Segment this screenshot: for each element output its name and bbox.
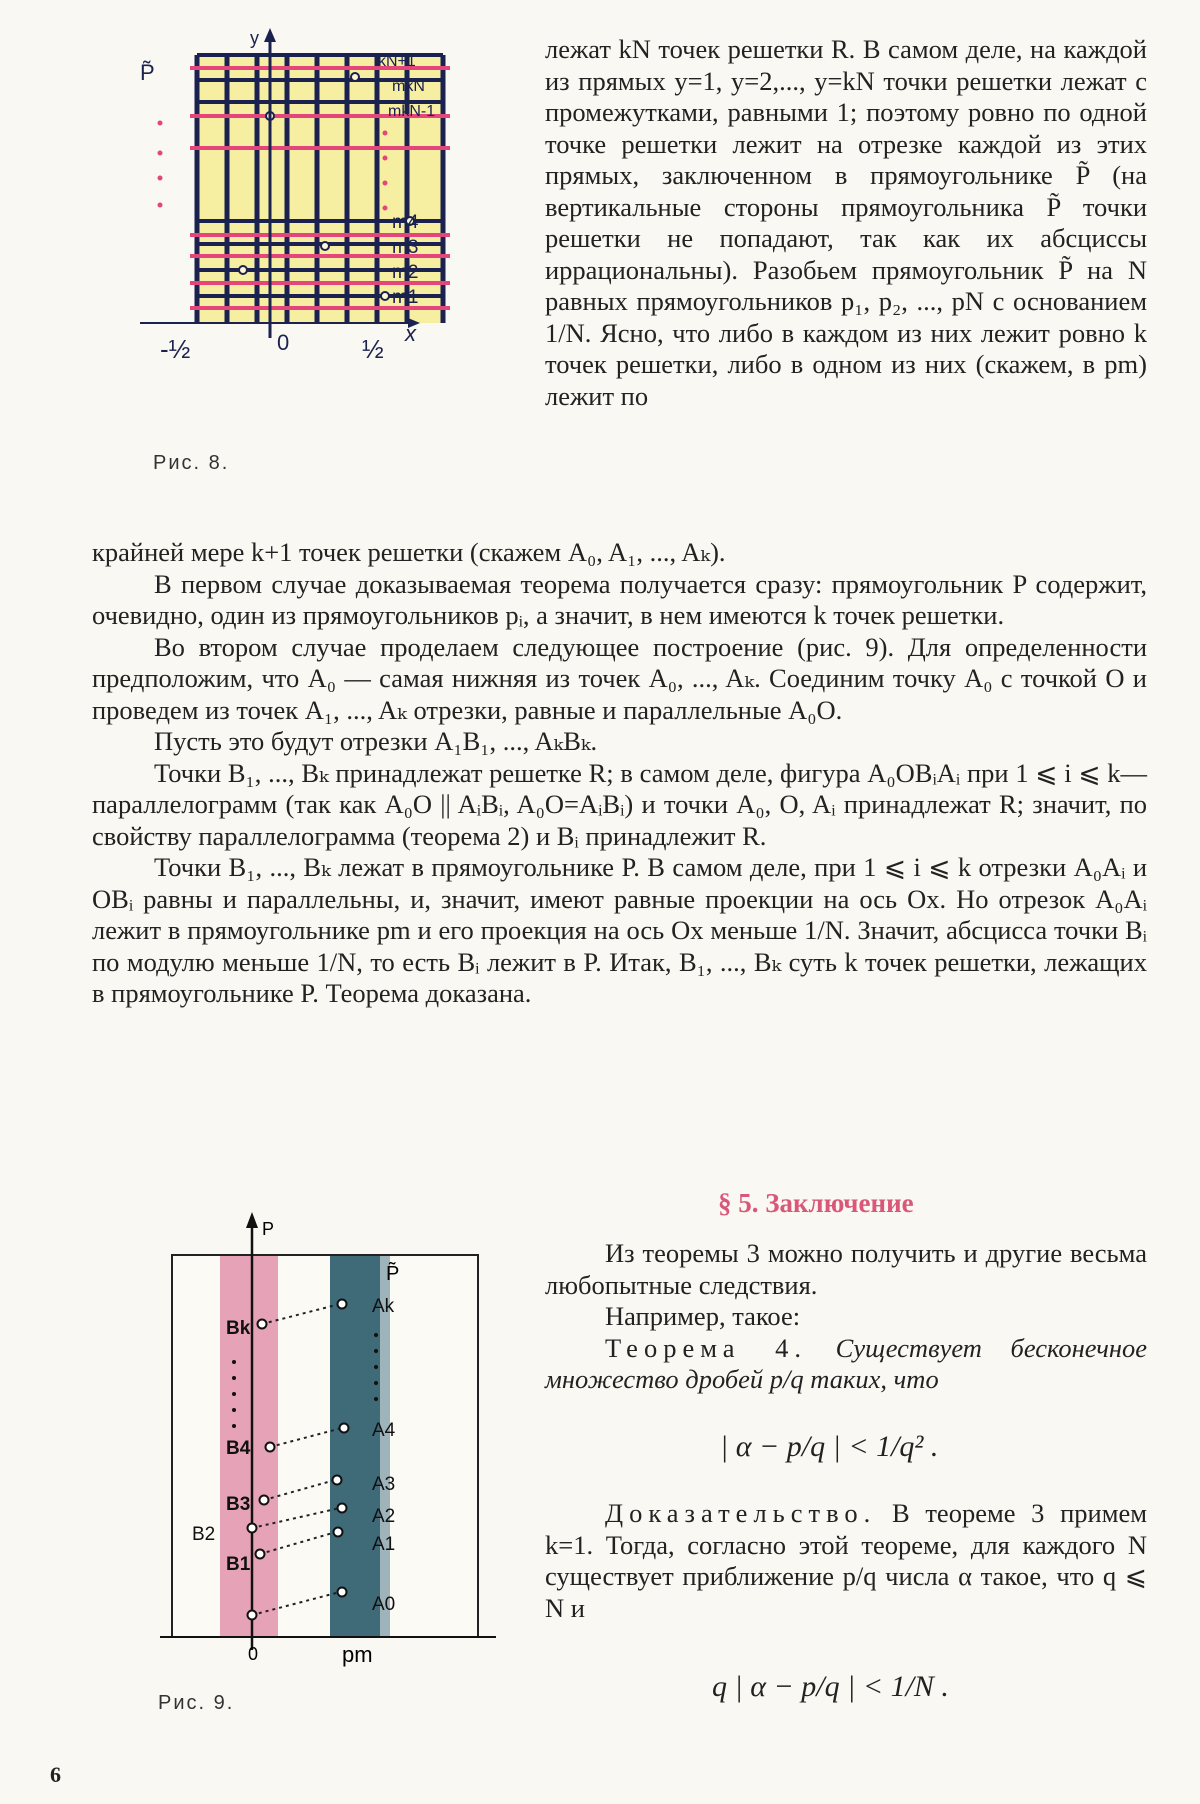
label-y: y [250,28,259,48]
label-p-tilde: P̃ [140,60,155,85]
tick-left: -½ [160,334,191,364]
svg-text:A1: A1 [372,1534,396,1555]
svg-text:B1: B1 [226,1554,251,1575]
paragraph-5: Точки B₁, ..., Bₖ лежат в прямоугольнике P. В самом деле, при 1 ⩽ i ⩽ k отрезки A₀Aᵢ и OBᵢ равны и параллельны, и, значит, имеют равные проекции на ось Ox. Но отрезок A₀Aᵢ лежит в прямоугольнике pm и его проекция на ось Ox меньше 1/N. Значит, абсцисса точки Bᵢ по модулю меньше 1/N, то есть Bᵢ лежит в P. Итак, B₁, ..., Bₖ суть k точек решетки, лежащих в прямоугольнике P. Теорема доказана. [92,852,1147,1008]
theorem-title: Теорема 4. [605,1332,808,1363]
conclusion-p2: Например, такое: [605,1301,801,1331]
figure-9 [160,1210,500,1670]
svg-text:B3: B3 [226,1494,251,1515]
figure-8-caption: Рис. 8. [153,452,230,474]
row-label-m1: m1 [392,287,419,308]
svg-text:Ak: Ak [372,1296,395,1317]
label-p-tilde: P̃ [386,1263,400,1285]
tick-right: ½ [362,334,384,364]
proof-text [545,1498,1147,1624]
y-axis-arrow-icon [264,28,276,42]
conclusion-p1: Из теоремы 3 можно получить и другие весьма любопытные следствия. [545,1238,1147,1300]
svg-text:A4: A4 [372,1420,396,1441]
proof-body: В теореме 3 примем k=1. Тогда, согласно этой теореме, для каждого N существует приближение p/q числа α такое, что q ⩽ N и [545,1498,1148,1623]
svg-text:Bk: Bk [226,1318,251,1339]
row-label-m2: m2 [392,262,419,283]
paragraph-2: Во втором случае проделаем следующее построение (рис. 9). Для определенности предположим, что A₀ — самая нижняя из точек A₀, ..., Aₖ. Соединим точку A₀ с точкой O и проведем из точек A₁, ..., Aₖ отрезки, равные и параллельные A₀O. [92,631,1147,725]
svg-text:A0: A0 [372,1594,396,1615]
y-axis-arrow-icon [246,1212,258,1228]
formula-2: q | α − p/q | < 1/N . [712,1670,949,1703]
paragraph-4: Точки B₁, ..., Bₖ принадлежат решетке R; в самом деле, фигура A₀OBᵢAᵢ при 1 ⩽ i ⩽ k—параллелограмм (так как A₀O || AᵢBᵢ, A₀O=AᵢBᵢ) и точки A₀, O, Aᵢ принадлежат R; значит, по свойству параллелограмма (теорема 2) и Bᵢ принадлежит R. [92,757,1147,851]
proof-title: Доказательство. [605,1498,877,1528]
label-pm: pm [342,1642,373,1667]
svg-text:A3: A3 [372,1474,396,1495]
figure-8 [140,28,480,388]
svg-text:B2: B2 [192,1524,216,1545]
conclusion-text [545,1238,1147,1396]
paragraph-1: В первом случае доказываемая теорема получается сразу: прямоугольник P содержит, очевидно, один из прямоугольников pᵢ, а значит, в нем имеются k точек решетки. [92,568,1147,630]
figure-9-caption: Рис. 9. [158,1692,235,1714]
svg-text:A2: A2 [372,1506,396,1527]
right-column-text: лежат kN точек решетки R. В самом деле, на каждой из прямых y=1, y=2,..., y=kN точки решетки лежат с промежутками, равными 1; поэтому ровно по одной точке решетки лежит на отрезке каждой из этих прямых, заключенном в прямоугольнике P̃ (на вертикальные стороны прямоугольника P̃ точки решетки не попадают, так как их абсциссы иррациональны). Разобьем прямоугольник P̃ на N равных прямоугольников p₁, p₂, ..., pN с основанием 1/N. Ясно, что либо в каждом из них лежит ровно k точек решетки, либо в одном из них (скажем, в pm) лежит по [545,34,1147,411]
main-text [92,537,1147,1010]
paragraph-0: крайней мере k+1 точек решетки (скажем A₀, A₁, ..., Aₖ). [92,537,726,567]
row-label-mkn-1: mkN-1 [388,103,436,120]
section-heading: § 5. Заключение [718,1188,914,1218]
tick-zero: 0 [277,330,290,355]
page-number: 6 [50,1762,61,1787]
theorem-text: Существует бесконечное множество дробей p/q таких, что [545,1332,1147,1394]
formula-1: | α − p/q | < 1/q² . [720,1430,939,1463]
svg-text:B4: B4 [226,1438,251,1459]
row-label-m4: m4 [392,212,419,233]
rectangle-p [172,1255,478,1637]
label-zero: 0 [248,1644,259,1664]
row-label-kn1: kN+1 [378,53,416,70]
paragraph-3: Пусть это будут отрезки A₁B₁, ..., AₖBₖ. [154,726,598,756]
row-label-mkn: mkN [392,78,425,95]
label-x: x [405,321,416,346]
label-p: P [262,1219,275,1239]
row-label-m3: m3 [392,237,419,258]
